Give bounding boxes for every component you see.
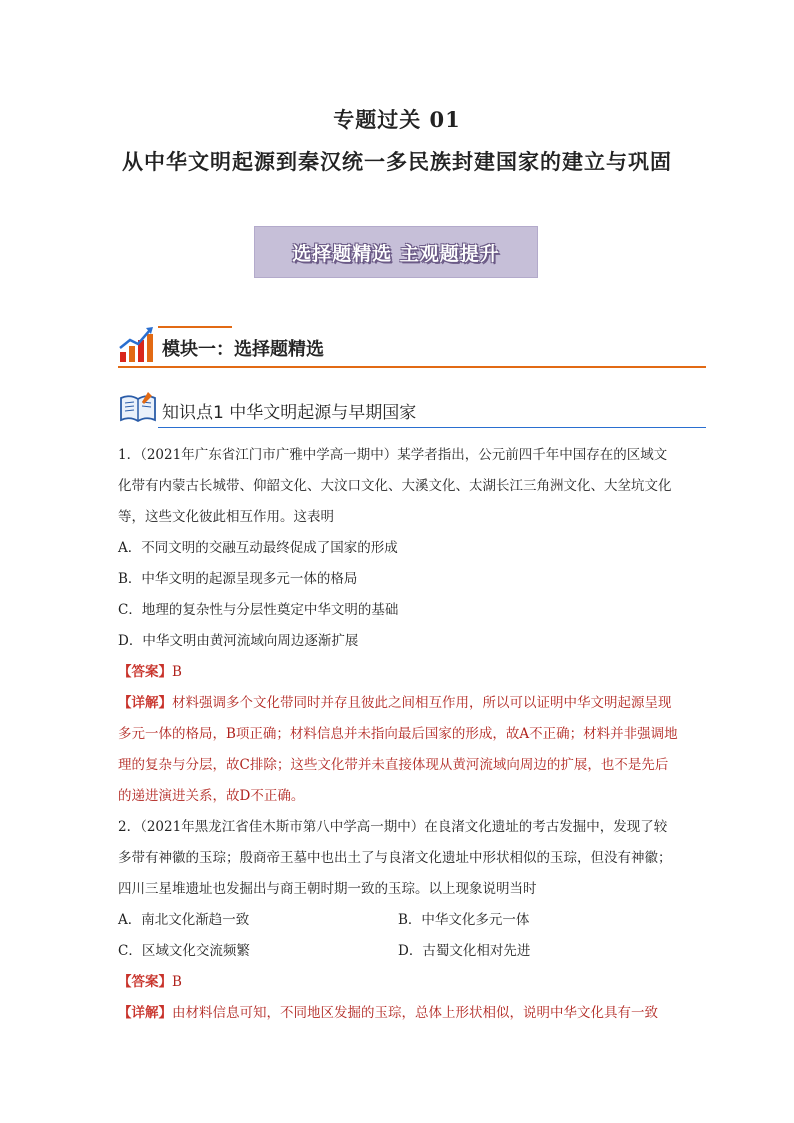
knowledge-point-divider	[158, 427, 706, 428]
answer-tag: 【答案】	[118, 974, 172, 990]
answer-value: B	[172, 974, 182, 990]
question-2-answer	[118, 967, 678, 998]
answer-value: B	[172, 664, 182, 680]
question-2-options-row-2	[118, 936, 678, 967]
module-divider	[118, 366, 706, 368]
module-heading	[118, 322, 706, 368]
title-line-1: 专题过关 01	[333, 107, 461, 132]
question-1-option-c: C．地理的复杂性与分层性奠定中华文明的基础	[118, 602, 399, 618]
question-1-option-b: B．中华文明的起源呈现多元一体的格局	[118, 571, 358, 587]
title-line-2: 从中华文明起源到秦汉统一多民族封建国家的建立与巩固	[122, 149, 672, 174]
bar-chart-icon	[118, 324, 154, 364]
module-top-line	[158, 326, 232, 328]
question-2-option-a: A．南北文化渐趋一致	[118, 912, 250, 928]
question-2-option-d: D．古蜀文化相对先进	[398, 943, 531, 959]
explain-tag: 【详解】	[118, 1005, 172, 1021]
explain-text: 由材料信息可知，不同地区发掘的玉琮，总体上形状相似，说明中华文化具有一致	[172, 1005, 658, 1021]
explain-tag: 【详解】	[118, 695, 172, 711]
knowledge-point-heading	[118, 388, 706, 428]
question-list	[118, 440, 678, 1029]
question-1-answer	[118, 657, 678, 688]
knowledge-point-title: 知识点1 中华文明起源与早期国家	[162, 403, 417, 423]
question-1-option-d: D．中华文明由黄河流域向周边逐渐扩展	[118, 633, 359, 649]
explain-text: 材料强调多个文化带同时并存且彼此之间相互作用，所以可以证明中华文明起源呈现多元一体的格局，B项正确；材料信息并未指向最后国家的形成，故A不正确；材料并非强调地理的复杂与分层，故C排除；这些文化带并未直接体现从黄河流域向周边的扩展，也不是先后的递进演进关系，故D不正确。	[118, 695, 678, 804]
open-book-icon	[118, 390, 158, 424]
question-2-explanation	[118, 998, 678, 1029]
question-1-stem: 1．（2021年广东省江门市广雅中学高一期中）某学者指出，公元前四千年中国存在的区域文化带有内蒙古长城带、仰韶文化、大汶口文化、大溪文化、太湖长江三角洲文化、大坌坑文化等，这些文化彼此相互作用。这表明	[118, 447, 672, 525]
question-2-option-c: C．区域文化交流频繁	[118, 943, 250, 959]
question-2-stem: 2．（2021年黑龙江省佳木斯市第八中学高一期中）在良渚文化遗址的考古发掘中，发现了较多带有神徽的玉琮；殷商帝王墓中也出土了与良渚文化遗址中形状相似的玉琮，但没有神徽；四川三星堆遗址也发掘出与商王朝时期一致的玉琮。以上现象说明当时	[118, 819, 672, 897]
question-2-options-row-1	[118, 905, 678, 936]
module-title: 模块一：选择题精选	[162, 339, 324, 360]
answer-tag: 【答案】	[118, 664, 172, 680]
banner-text: 选择题精选 主观题提升	[292, 242, 500, 265]
question-1-option-a: A．不同文明的交融互动最终促成了国家的形成	[118, 540, 398, 556]
question-1-explanation	[118, 688, 678, 812]
question-2-option-b: B．中华文化多元一体	[398, 912, 530, 928]
section-banner	[254, 226, 538, 278]
